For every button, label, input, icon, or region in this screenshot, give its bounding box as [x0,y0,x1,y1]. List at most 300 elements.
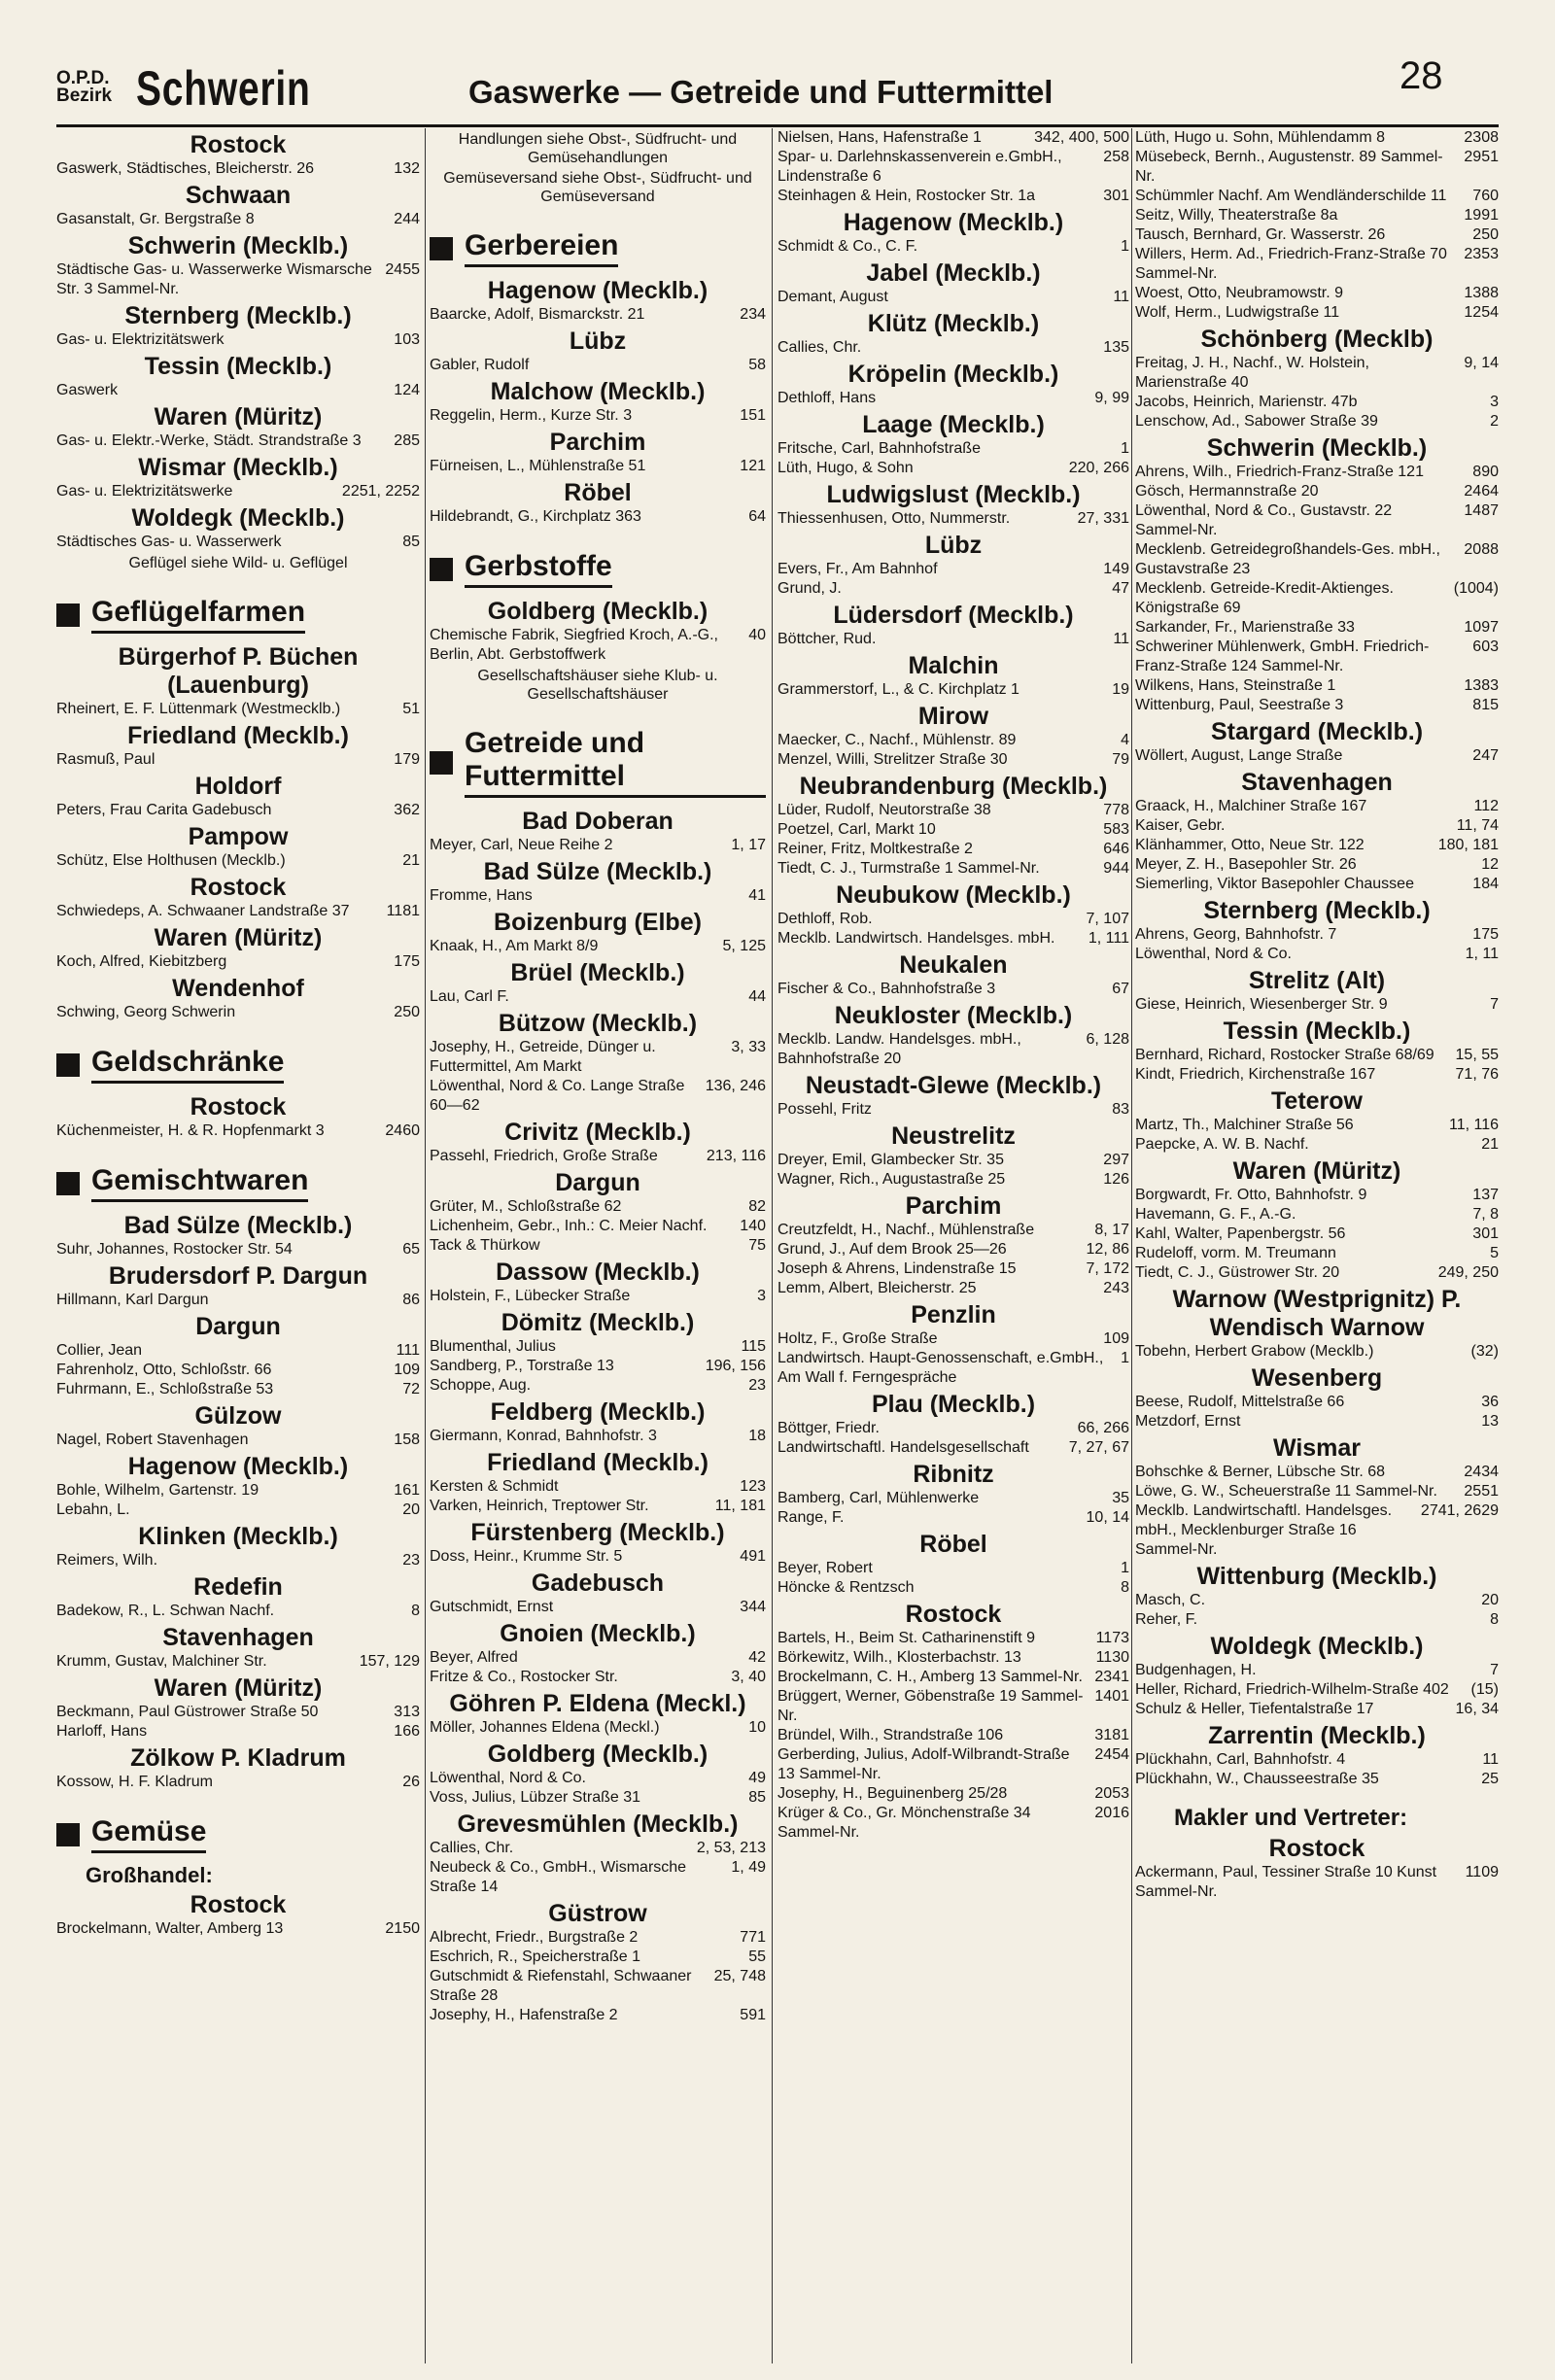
directory-entry [1135,855,1499,875]
town-heading: Rostock [190,874,287,901]
entry-name: Rheinert, E. F. Lüttenmark (Westmecklb.) [56,701,341,717]
phone-number: 71, 76 [1455,1066,1499,1083]
entry-name: Steinhagen & Hein, Rostocker Str. 1a [778,188,1036,204]
town-heading: Lübz [924,532,983,559]
directory-entry [430,1038,766,1077]
phone-number: 250 [1472,226,1499,243]
phone-number: 175 [1472,926,1499,943]
directory-entry [56,952,420,972]
directory-entry [56,1481,420,1500]
phone-number: 1, 49 [731,1859,766,1876]
directory-entry [1135,303,1499,323]
town-heading: Stavenhagen [162,1624,314,1651]
entry-name: Gas- u. Elektrizitätswerke [56,483,233,500]
entry-name: Bartels, H., Beim St. Catharinenstift 9 [778,1630,1035,1646]
town-heading: Neukloster (Mecklb.) [834,1002,1073,1029]
entry-name: Suhr, Johannes, Rostocker Str. 54 [56,1241,293,1258]
entry-name: Joseph & Ahrens, Lindenstraße 15 [778,1260,1017,1277]
directory-entry [778,1419,1129,1438]
phone-number: 2951 [1464,149,1499,165]
directory-entry [1135,1186,1499,1205]
entry-name: Mecklenb. Getreidegroßhandels-Ges. mbH., Gustavstraße 23 [1135,541,1440,577]
phone-number: 6, 128 [1086,1031,1129,1048]
town-heading: Goldberg (Mecklb.) [487,1741,708,1768]
column-divider [1131,128,1132,2363]
entry-name: Fromme, Hans [430,887,533,904]
directory-entry [778,1329,1129,1349]
town-heading: Crivitz (Mecklb.) [504,1119,691,1146]
entry-name: Reiner, Fritz, Moltkestraße 2 [778,841,973,857]
entry-name: Lüth, Hugo u. Sohn, Mühlendamm 8 [1135,129,1386,146]
entry-name: Wolf, Herm., Ludwigstraße 11 [1135,304,1340,321]
directory-entry [430,1077,766,1116]
phone-number: 135 [1103,339,1129,356]
entry-name: Meyer, Carl, Neue Reihe 2 [430,837,613,853]
phone-number: 2434 [1464,1464,1499,1480]
town-heading: Dargun [195,1313,281,1340]
directory-entry [1135,579,1499,618]
town-heading: Stavenhagen [1241,769,1393,796]
phone-number: 41 [748,887,766,904]
town-heading: Dargun [555,1169,640,1196]
phone-number: 5, 125 [722,938,766,954]
phone-number: 1 [1121,1560,1129,1576]
directory-entry [778,1259,1129,1279]
phone-number: 11 [1113,631,1129,647]
phone-number: 18 [748,1428,766,1444]
column-2 [430,128,766,2363]
entry-name: Paepcke, A. W. B. Nachf. [1135,1136,1309,1153]
category-heading [430,550,766,588]
town-heading: Jabel (Mecklb.) [866,259,1041,287]
entry-name: Evers, Fr., Am Bahnhof [778,561,938,577]
town-heading: Sternberg (Mecklb.) [1203,897,1431,924]
town-heading: Neustadt-Glewe (Mecklb.) [805,1072,1102,1099]
town-heading: Schwerin (Mecklb.) [1206,434,1428,462]
town-heading: Boizenburg (Elbe) [494,909,702,936]
directory-entry [1135,1116,1499,1135]
square-bullet-icon [56,604,80,627]
phone-number: 21 [402,852,420,869]
directory-entry [1135,463,1499,482]
phone-number: 2088 [1464,541,1499,558]
town-heading: Bützow (Mecklb.) [498,1010,698,1037]
phone-number: 890 [1472,464,1499,480]
category-heading [56,1164,420,1202]
directory-entry [430,987,766,1007]
directory-entry [56,1003,420,1022]
phone-number: 123 [740,1478,766,1495]
town-heading: Plau (Mecklb.) [871,1391,1036,1418]
entry-name: Gaswerk, Städtisches, Bleicherstr. 26 [56,160,314,177]
cross-reference-note: Gesellschaftshäuser siehe Klub- u. Gesellschaftshäuser [477,668,718,703]
entry-name: Gas- u. Elektr.-Werke, Städt. Strandstraße 3 [56,432,362,449]
phone-number: 65 [402,1241,420,1258]
directory-entry [778,1349,1129,1388]
town-heading: Wesenberg [1251,1364,1383,1392]
directory-entry [430,1948,766,1967]
directory-entry [56,1240,420,1259]
entry-name: Beese, Rudolf, Mittelstraße 66 [1135,1394,1345,1410]
directory-entry [430,1967,766,2006]
category-title: Geflügelfarmen [91,596,305,634]
city-name: Schwerin [136,61,311,116]
town-heading: Schönberg (Mecklb) [1200,326,1434,353]
phone-number: 1487 [1464,502,1499,519]
directory-entry [430,1236,766,1256]
directory-entry [430,1217,766,1236]
phone-number: 12, 86 [1086,1241,1129,1258]
directory-entry [1135,816,1499,836]
town-heading: Feldberg (Mecklb.) [490,1398,706,1426]
entry-name: Bohle, Wilhelm, Gartenstr. 19 [56,1482,259,1499]
directory-entry [430,1718,766,1738]
town-heading: Wismar (Mecklb.) [138,454,338,481]
directory-entry [1135,995,1499,1015]
phone-number: 49 [748,1770,766,1786]
town-heading: Röbel [919,1531,987,1558]
phone-number: 1181 [386,903,420,919]
phone-number: 8 [1490,1611,1499,1628]
phone-number: 72 [402,1381,420,1397]
town-heading: Brudersdorf P. Dargun [108,1262,368,1290]
phone-number: 40 [748,627,766,643]
town-heading: Schwerin (Mecklb.) [127,232,349,259]
entry-name: Kersten & Schmidt [430,1478,559,1495]
directory-entry [778,288,1129,307]
phone-number: 2016 [1094,1805,1129,1821]
phone-number: 5 [1490,1245,1499,1261]
town-heading: Waren (Müritz) [154,924,323,951]
entry-name: Lebahn, L. [56,1501,130,1518]
directory-entry [778,1100,1129,1120]
entry-name: Varken, Heinrich, Treptower Str. [430,1498,649,1514]
directory-entry [778,1745,1129,1784]
phone-number: 16, 34 [1455,1701,1499,1717]
phone-number: 2464 [1464,483,1499,500]
entry-name: Wilkens, Hans, Steinstraße 1 [1135,677,1336,694]
directory-entry [1135,245,1499,284]
entry-name: Havemann, G. F., A.-G. [1135,1206,1296,1223]
town-heading: Ribnitz [913,1461,994,1488]
phone-number: 491 [740,1548,766,1565]
phone-number: 44 [748,988,766,1005]
category-heading [56,1815,420,1853]
phone-number: 243 [1103,1280,1129,1296]
directory-entry [778,910,1129,929]
entry-name: Gutschmidt, Ernst [430,1599,554,1615]
entry-name: Löwenthal, Nord & Co. Lange Straße 60—62 [430,1078,685,1114]
directory-entry [430,1928,766,1948]
phone-number: 778 [1103,802,1129,818]
phone-number: 11, 181 [714,1498,766,1514]
bezirk-label: Bezirk [56,86,113,106]
phone-number: 9, 99 [1094,390,1129,406]
category-heading [430,229,766,267]
town-heading: Fürstenberg (Mecklb.) [470,1519,725,1546]
phone-number: 2053 [1094,1785,1129,1802]
entry-name: Lenschow, Ad., Sabower Straße 39 [1135,413,1378,430]
entry-name: Nielsen, Hans, Hafenstraße 1 [778,129,982,146]
phone-number: 103 [394,331,420,348]
entry-name: Mecklenb. Getreide-Kredit-Aktienges. Königstraße 69 [1135,580,1394,616]
directory-entry [778,579,1129,599]
town-heading: Sternberg (Mecklb.) [124,302,352,329]
directory-entry [56,1551,420,1570]
town-heading: Rostock [905,1601,1002,1628]
square-bullet-icon [56,1823,80,1846]
phone-number: 137 [1472,1187,1499,1203]
directory-entry [1135,925,1499,945]
entry-name: Lüder, Rudolf, Neutorstraße 38 [778,802,991,818]
entry-name: Müsebeck, Bernh., Augustenstr. 89 Sammel-Nr. [1135,149,1443,185]
entry-name: Wagner, Rich., Augustastraße 25 [778,1171,1006,1188]
directory-entry [1135,1205,1499,1224]
directory-entry [1135,1412,1499,1431]
entry-name: Grund, J., Auf dem Brook 25—26 [778,1241,1007,1258]
directory-entry [56,1341,420,1361]
town-heading: Rostock [190,1891,287,1918]
phone-number: 2454 [1094,1746,1129,1763]
phone-number: 1, 17 [731,837,766,853]
entry-name: Possehl, Fritz [778,1101,872,1118]
entry-name: Gaswerk [56,382,119,398]
phone-number: 3, 33 [731,1039,766,1055]
phone-number: 58 [748,357,766,373]
phone-number: 234 [740,306,766,323]
entry-name: Fritsche, Carl, Bahnhofstraße [778,440,981,457]
directory-entry [778,750,1129,770]
entry-name: Passehl, Friedrich, Große Straße [430,1148,658,1164]
town-heading: Dömitz (Mecklb.) [501,1309,695,1336]
phone-number: 51 [402,701,420,717]
phone-number: 13 [1481,1413,1499,1430]
directory-entry [56,851,420,871]
town-heading: Woldegk (Mecklb.) [1210,1633,1424,1660]
entry-name: Ahrens, Georg, Bahnhofstr. 7 [1135,926,1337,943]
entry-name: Krüger & Co., Gr. Mönchenstraße 34 Sammel-Nr. [778,1805,1031,1841]
phone-number: 149 [1103,561,1129,577]
phone-number: 646 [1103,841,1129,857]
square-bullet-icon [430,558,453,581]
entry-name: Schmidt & Co., C. F. [778,238,918,255]
directory-entry [430,1668,766,1687]
directory-entry [1135,412,1499,431]
entry-name: Schoppe, Aug. [430,1377,532,1394]
town-heading: Waren (Müritz) [154,1674,323,1702]
entry-name: Maecker, C., Nachf., Mühlenstr. 89 [778,732,1017,748]
category-heading [430,727,766,798]
page-number: 28 [1400,54,1443,97]
phone-number: 12 [1481,856,1499,873]
entry-name: Chemische Fabrik, Siegfried Kroch, A.-G., Berlin, Abt. Gerbstoffwerk [430,627,718,663]
entry-name: Badekow, R., L. Schwan Nachf. [56,1603,275,1619]
phone-number: 25, 748 [713,1968,766,1984]
phone-number: 583 [1103,821,1129,838]
subheading: Makler und Vertreter: [1174,1805,1408,1831]
entry-name: Josephy, H., Hafenstraße 2 [430,2007,618,2023]
phone-number: 151 [740,407,766,424]
cross-reference-note: Handlungen siehe Obst-, Südfrucht- und Gemüsehandlungen [458,131,738,166]
entry-name: Demant, August [778,289,888,305]
entry-name: Callies, Chr. [430,1840,514,1856]
entry-name: Metzdorf, Ernst [1135,1413,1241,1430]
town-heading: Neubrandenburg (Mecklb.) [799,773,1108,800]
subheading: Großhandel: [86,1863,213,1887]
phone-number: 11 [1113,289,1129,305]
phone-number: 20 [402,1501,420,1518]
opd-bezirk [56,70,112,105]
directory-entry [1135,618,1499,638]
directory-entry [56,159,420,179]
entry-name: Möller, Johannes Eldena (Meckl.) [430,1719,660,1736]
entry-name: Heller, Richard, Friedrich-Wilhelm-Straße 402 [1135,1681,1449,1698]
phone-number: 247 [1472,747,1499,764]
entry-name: Kossow, H. F. Kladrum [56,1774,213,1790]
town-heading: Parchim [549,429,646,456]
cross-reference-note: Gemüseversand siehe Obst-, Südfrucht- und Gemüseversand [443,170,752,205]
directory-entry [56,1773,420,1792]
directory-entry [1135,1700,1499,1719]
entry-name: Callies, Chr. [778,339,862,356]
directory-entry [56,801,420,820]
phone-number: 20 [1481,1592,1499,1608]
phone-number: 35 [1112,1490,1129,1506]
entry-name: Ahrens, Wilh., Friedrich-Franz-Straße 121 [1135,464,1424,480]
directory-entry [56,1703,420,1722]
phone-number: 161 [394,1482,420,1499]
entry-name: Baarcke, Adolf, Bismarckstr. 21 [430,306,645,323]
phone-number: 1, 111 [1088,930,1129,947]
directory-entry [1135,1661,1499,1680]
town-heading: Hagenow (Mecklb.) [127,1453,349,1480]
phone-number: 258 [1103,149,1129,165]
phone-number: 591 [740,2007,766,2023]
entry-name: Peters, Frau Carita Gadebusch [56,802,272,818]
directory-entry [778,1559,1129,1578]
entry-name: Lüth, Hugo, & Sohn [778,460,914,476]
town-heading: Neubukow (Mecklb.) [836,881,1071,909]
directory-entry [430,1497,766,1516]
entry-name: Wittenburg, Paul, Seestraße 3 [1135,697,1344,713]
town-heading: Teterow [1271,1087,1363,1115]
town-heading: Klinken (Mecklb.) [138,1523,338,1550]
directory-entry [1135,393,1499,412]
directory-entry [430,1357,766,1376]
directory-entry [430,1547,766,1567]
entry-name: Martz, Th., Malchiner Straße 56 [1135,1117,1354,1133]
town-heading: Malchin [908,652,999,679]
directory-entry [778,1687,1129,1726]
phone-number: 7 [1490,1662,1499,1678]
entry-name: Reggelin, Herm., Kurze Str. 3 [430,407,633,424]
phone-number: 7, 107 [1086,911,1129,927]
entry-name: Meyer, Z. H., Basepohler Str. 26 [1135,856,1357,873]
phone-number: 75 [748,1237,766,1254]
directory-entry [56,1121,420,1141]
phone-number: 132 [394,160,420,177]
phone-number: 1401 [1094,1688,1129,1705]
directory-entry [778,1279,1129,1298]
entry-name: Grund, J. [778,580,842,597]
phone-number: 3, 40 [731,1669,766,1685]
entry-name: Börkewitz, Wilh., Klosterbachstr. 13 [778,1649,1021,1666]
directory-entry [778,1221,1129,1240]
town-heading: Hagenow (Mecklb.) [843,209,1064,236]
phone-number: 1 [1121,238,1129,255]
phone-number: 64 [748,508,766,525]
entry-name: Tiedt, C. J., Turmstraße 1 Sammel-Nr. [778,860,1040,877]
directory-entry [430,406,766,426]
entry-name: Koch, Alfred, Kiebitzberg [56,953,227,970]
directory-entry [778,840,1129,859]
entry-name: Grüter, M., Schloßstraße 62 [430,1198,622,1215]
directory-entry [1135,482,1499,501]
town-heading: Friedland (Mecklb.) [487,1449,708,1476]
phone-number: 55 [748,1949,766,1965]
town-heading: Rostock [190,131,287,158]
entry-name: Böttger, Friedr. [778,1420,880,1436]
directory-entry [56,260,420,299]
entry-name: Brüggert, Werner, Göbenstraße 19 Sammel-Nr. [778,1688,1084,1724]
directory-entry [430,626,766,665]
square-bullet-icon [56,1053,80,1077]
phone-number: 23 [748,1377,766,1394]
town-heading: Stargard (Mecklb.) [1210,718,1424,745]
town-heading: Warnow (Westprignitz) P. Wendisch Warnow [1172,1286,1462,1341]
directory-entry [778,1804,1129,1843]
category-heading [56,596,420,634]
town-heading: Gadebusch [531,1569,665,1597]
entry-name: Bohschke & Berner, Lübsche Str. 68 [1135,1464,1386,1480]
entry-name: Lemm, Albert, Bleicherstr. 25 [778,1280,977,1296]
directory-entry [1135,676,1499,696]
phone-number: 2 [1490,413,1499,430]
directory-entry [430,1477,766,1497]
town-heading: Goldberg (Mecklb.) [487,598,708,625]
directory-entry [778,439,1129,459]
page-title: Gaswerke — Getreide und Futtermittel [468,74,1054,110]
phone-number: 760 [1472,188,1499,204]
directory-entry [778,1668,1129,1687]
entry-name: Lichenheim, Gebr., Inh.: C. Meier Nachf. [430,1218,708,1234]
phone-number: 344 [740,1599,766,1615]
phone-number: 2150 [385,1920,420,1937]
phone-number: 249, 250 [1437,1264,1499,1281]
entry-name: Budgenhagen, H. [1135,1662,1257,1678]
directory-entry [430,1788,766,1808]
entry-name: Spar- u. Darlehnskassenverein e.GmbH., Lindenstraße 6 [778,149,1062,185]
town-heading: Lüdersdorf (Mecklb.) [833,602,1074,629]
square-bullet-icon [430,237,453,260]
entry-name: Voss, Julius, Lübzer Straße 31 [430,1789,640,1806]
entry-name: Löwe, G. W., Scheuerstraße 11 Sammel-Nr. [1135,1483,1437,1500]
directory-entry [430,1839,766,1858]
entry-name: Graack, H., Malchiner Straße 167 [1135,798,1367,814]
phone-number: 603 [1472,638,1499,655]
directory-entry [778,1151,1129,1170]
directory-entry [778,1726,1129,1745]
phone-number: 7, 172 [1086,1260,1129,1277]
directory-entry [778,929,1129,949]
phone-number: 85 [748,1789,766,1806]
directory-entry [430,2006,766,2025]
town-heading: Bürgerhof P. Büchen (Lauenburg) [118,643,359,699]
entry-name: Böttcher, Rud. [778,631,877,647]
phone-number: 8 [411,1603,420,1619]
phone-number: 3181 [1094,1727,1129,1743]
phone-number: 115 [741,1338,766,1355]
